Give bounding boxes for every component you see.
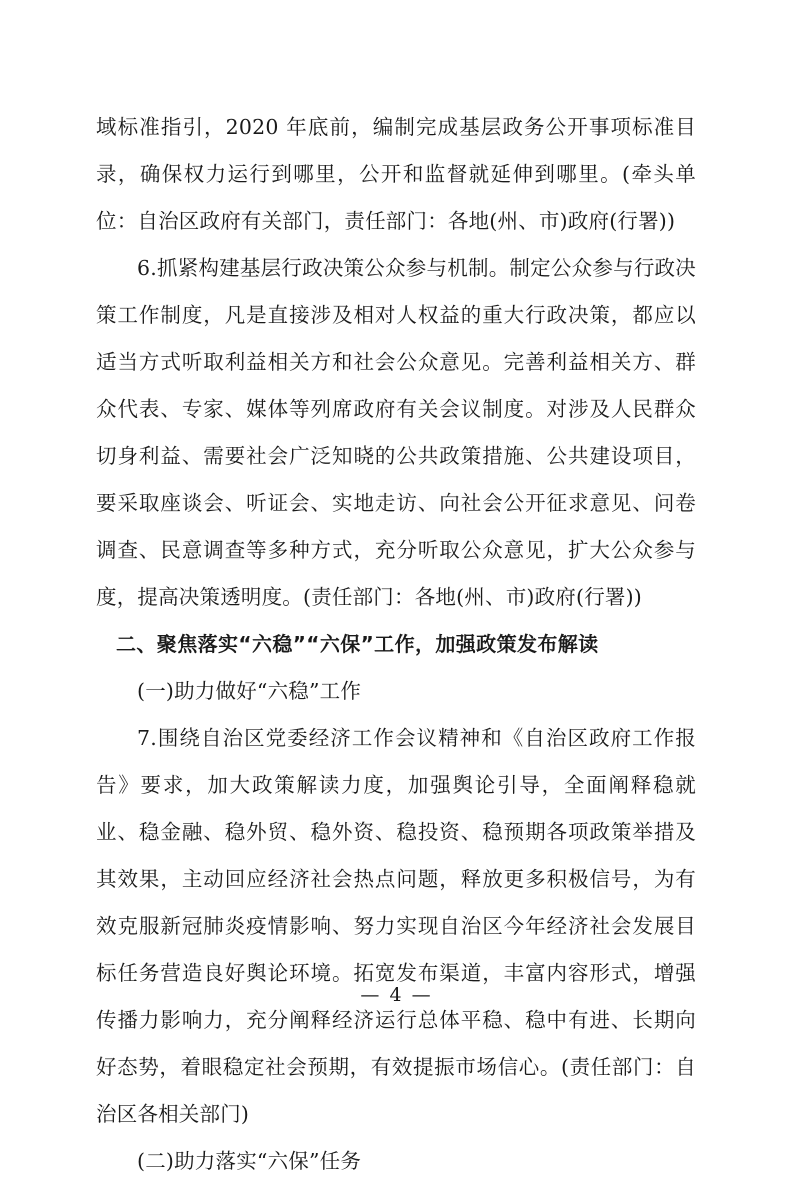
section-heading-two: 二、聚焦落实“六稳”“六保”工作，加强政策发布解读 [116,632,599,656]
document-body [96,104,696,1185]
subsection-heading-one: (一)助力做好“六稳”工作 [137,679,362,703]
subsection-heading-two: (二)助力落实“六保”任务 [137,1149,362,1173]
paragraph-item-6: 6.抓紧构建基层行政决策公众参与机制。制定公众参与行政决策工作制度，凡是直接涉及相对人权益的重大行政决策，都应以适当方式听取利益相关方和社会公众意见。完善利益相关方、群众代表、专家、媒体等列席政府有关会议制度。对涉及人民群众切身利益、需要社会广泛知晓的公共政策措施、公共建设项目，要采取座谈会、听证会、实地走访、向社会公开征求意见、问卷调查、民意调查等多种方式，充分听取公众意见，扩大公众参与度，提高决策透明度。(责任部门：各地(州、市)政府(行署)) [96,256,696,609]
page-number: — 4 — [360,984,433,1006]
paragraph-item-7: 7.围绕自治区党委经济工作会议精神和《自治区政府工作报告》要求，加大政策解读力度，加强舆论引导，全面阐释稳就业、稳金融、稳外贸、稳外资、稳投资、稳预期各项政策举措及其效果，主动回应经济社会热点问题，释放更多积极信号，为有效克服新冠肺炎疫情影响、努力实现自治区今年经济社会发展目标任务营造良好舆论环境。拓宽发布渠道，丰富内容形式，增强传播力影响力，充分阐释经济运行总体平稳、稳中有进、长期向好态势，着眼稳定社会预期，有效提振市场信心。(责任部门：自治区各相关部门) [96,726,696,1126]
paragraph-continued: 域标准指引，2020 年底前，编制完成基层政务公开事项标准目录，确保权力运行到哪里，公开和监督就延伸到哪里。(牵头单位：自治区政府有关部门，责任部门：各地(州、市)政府(行署)) [96,115,696,233]
